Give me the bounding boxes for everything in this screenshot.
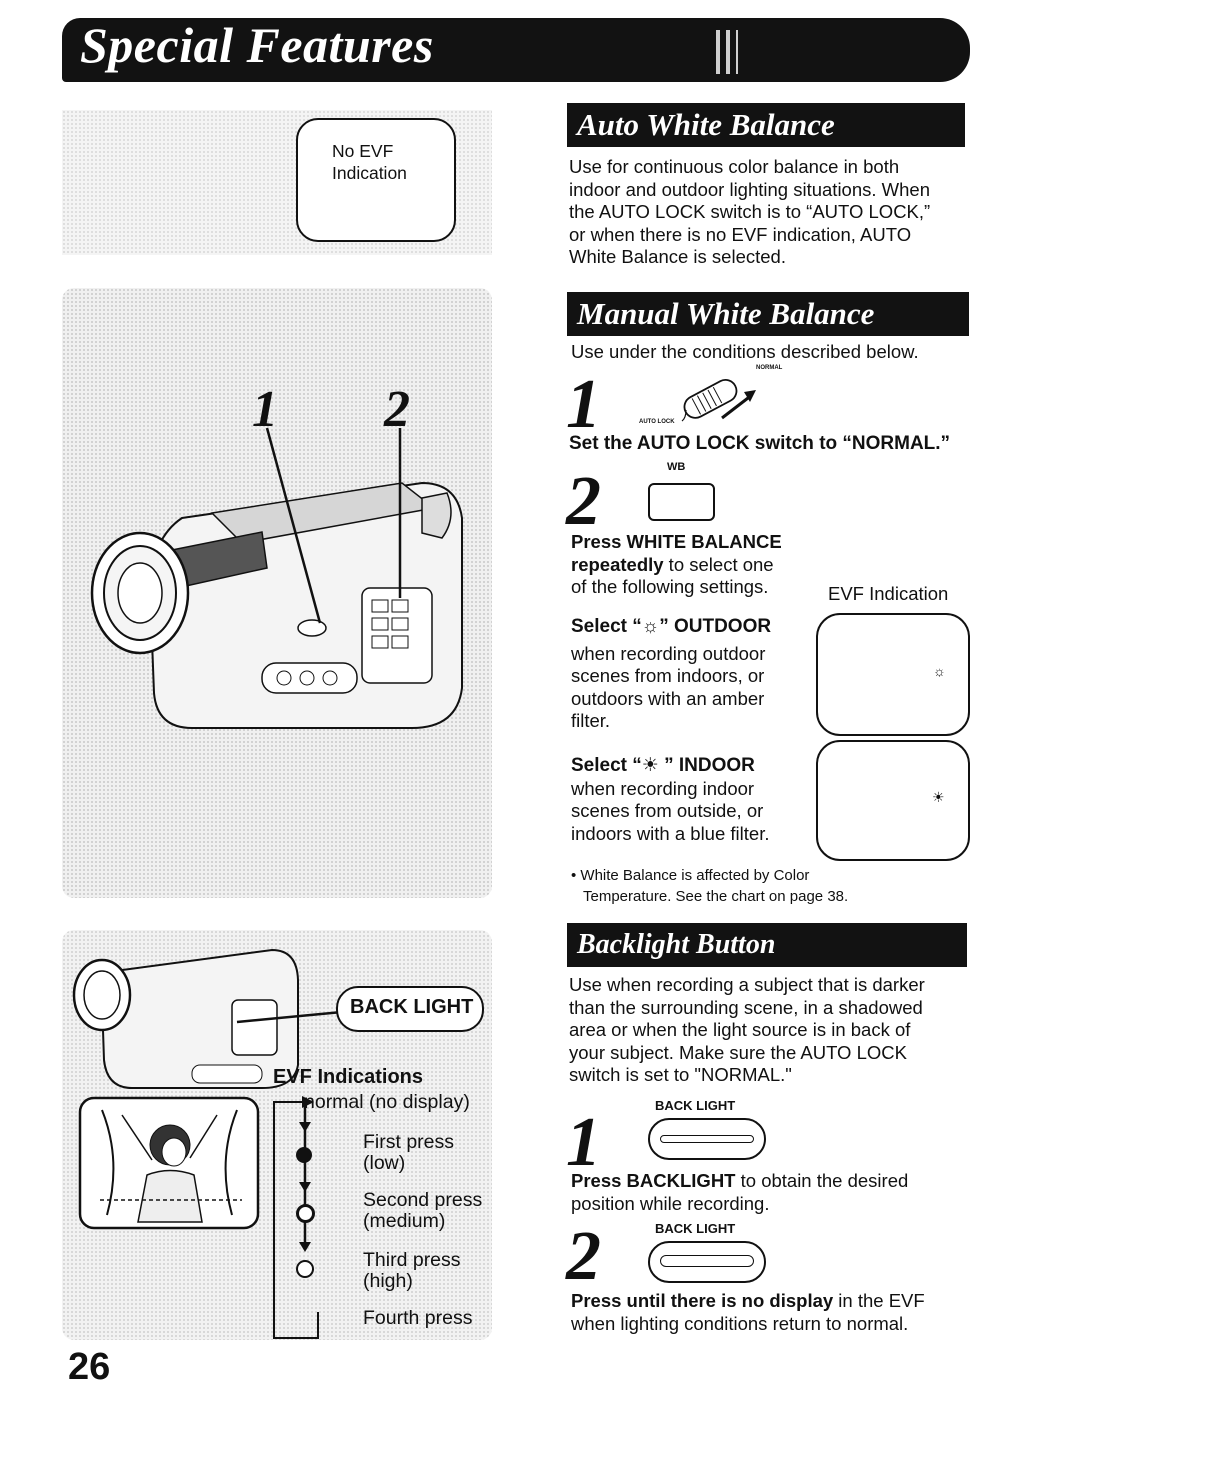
color-temperature-note: • White Balance is affected by Color Temperature. See the chart on page 38.	[571, 867, 849, 905]
manual-step-1-text: Set the AUTO LOCK switch to “NORMAL.”	[569, 433, 951, 454]
evf-indication-label: EVF Indication	[828, 583, 949, 604]
first-press-label: First press (low)	[363, 1131, 455, 1174]
backlight-step-2-label: BACK LIGHT	[655, 1221, 736, 1236]
backlight-medium-indicator	[296, 1204, 315, 1223]
fourth-press-label: Fourth press	[363, 1307, 473, 1329]
backlight-low-indicator	[296, 1147, 312, 1163]
manual-step-2-number: 2	[566, 463, 601, 540]
switch-auto-lock-label: AUTO LOCK	[639, 419, 675, 425]
backlight-high-indicator	[296, 1260, 314, 1278]
callout-number-1: 1	[252, 381, 278, 438]
backlight-step-2-text: Press until there is no display in the EVF when lighting conditions return to normal.	[571, 1290, 925, 1334]
outdoor-evf-icon: ☼	[933, 663, 946, 679]
outdoor-setting: Select “☼” OUTDOOR when recording outdoor scenes from indoors, or outdoors with an amber filter.	[571, 616, 772, 731]
indoor-setting: Select “☀ ” INDOOR when recording indoor scenes from outside, or indoors with a blue filter.	[571, 755, 770, 844]
header-decoration	[716, 30, 720, 74]
manual-wb-intro: Use under the conditions described below.	[571, 341, 919, 362]
back-light-callout-label: BACK LIGHT	[350, 996, 474, 1018]
manual-white-balance-banner: Manual White Balance	[567, 292, 969, 336]
outdoor-icon: ☼	[641, 616, 660, 637]
page-title: Special Features	[80, 17, 434, 73]
third-press-label: Third press (high)	[363, 1249, 461, 1292]
wb-label: WB	[667, 461, 686, 473]
backlight-step-2-number: 2	[566, 1218, 601, 1295]
auto-white-balance-text: Use for continuous color balance in both indoor and outdoor lighting situations. When the AUTO LOCK switch is to “AUTO LOCK,” or when there is no EVF indication, AUTO White Balance is selected.	[569, 156, 931, 267]
evf-indications-title: EVF Indications	[273, 1066, 424, 1088]
backlight-button-banner: Backlight Button	[567, 923, 967, 967]
auto-white-balance-banner: Auto White Balance	[567, 103, 965, 147]
backlight-description: Use when recording a subject that is darker than the surrounding scene, in a shadowed area or when the light source is in back of your subject. Make sure the AUTO LOCK switch is set to "NORMAL."	[569, 974, 925, 1085]
switch-normal-label: NORMAL	[756, 365, 783, 371]
white-balance-button[interactable]	[648, 483, 715, 521]
header-decoration	[726, 30, 730, 74]
outdoor-evf-box	[816, 613, 970, 736]
backlight-step-1-text: Press BACKLIGHT to obtain the desired position while recording.	[571, 1170, 909, 1214]
no-evf-label: No EVF Indication	[332, 141, 407, 183]
backlight-step-1-number: 1	[566, 1104, 601, 1181]
indoor-evf-box	[816, 740, 970, 861]
backlight-button-step2[interactable]	[648, 1241, 766, 1283]
second-press-label: Second press (medium)	[363, 1189, 483, 1232]
page-number: 26	[68, 1346, 111, 1388]
header-decoration	[736, 30, 738, 74]
manual-step-2-text: Press WHITE BALANCE repeatedly to select one of the following settings.	[571, 531, 782, 597]
backlight-step-1-label: BACK LIGHT	[655, 1098, 736, 1113]
indoor-icon: ☀	[641, 755, 659, 776]
indoor-evf-icon: ☀	[932, 789, 945, 805]
backlight-button-step1[interactable]	[648, 1118, 766, 1160]
callout-number-2: 2	[384, 381, 410, 438]
normal-indication: normal (no display)	[304, 1091, 470, 1113]
manual-step-1-number: 1	[566, 366, 601, 443]
